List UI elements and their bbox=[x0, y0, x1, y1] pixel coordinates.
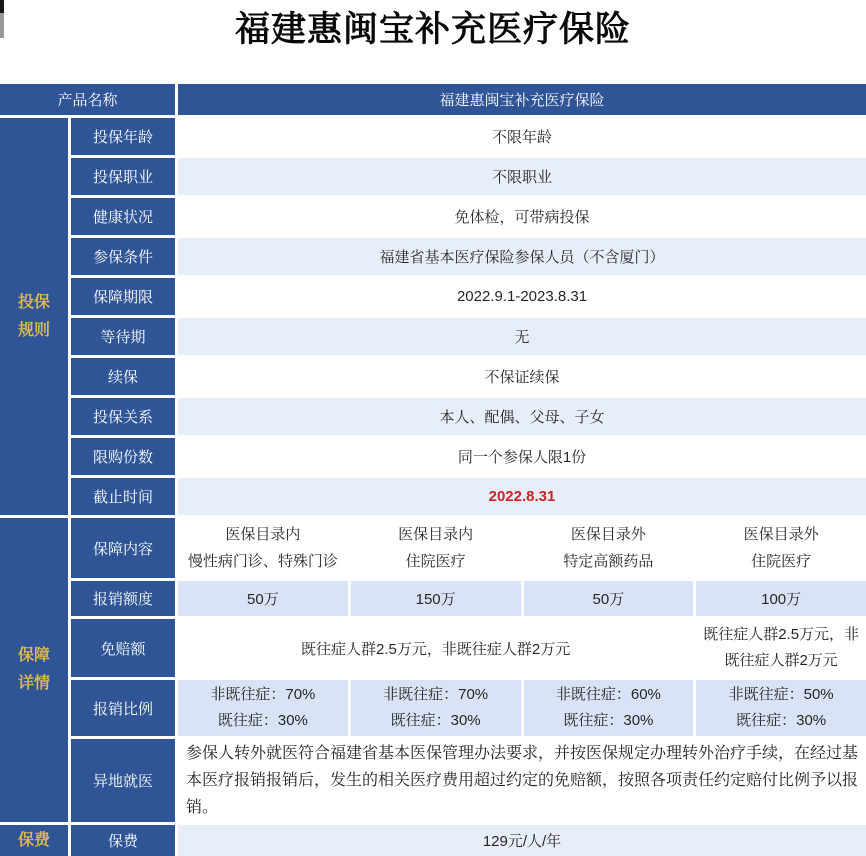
rule-label-relations: 投保关系 bbox=[71, 398, 175, 435]
ratio-col-3: 非既往症：60% 既往症：30% bbox=[524, 680, 694, 736]
rule-value-health: 免体检，可带病投保 bbox=[178, 198, 866, 235]
rule-value-limit: 同一个参保人限1份 bbox=[178, 438, 866, 475]
group-label-insure-rules: 投保规则 bbox=[0, 118, 68, 515]
remote-medical-text: 参保人转外就医符合福建省基本医保管理办法要求，并按医保规定办理转外治疗手续，在经过基本医疗报销报销后，发生的相关医疗费用超过约定的免赔额，按照各项责任约定赔付比例予以报销。 bbox=[178, 739, 866, 822]
rule-label-period: 保障期限 bbox=[71, 278, 175, 315]
rule-value-waiting: 无 bbox=[178, 318, 866, 355]
premium-label: 保费 bbox=[71, 825, 175, 856]
premium-value: 129元/人/年 bbox=[178, 825, 866, 856]
ratio-col-2: 非既往症：70% 既往症：30% bbox=[351, 680, 521, 736]
coverage-col-2: 医保目录内 住院医疗 bbox=[351, 518, 521, 578]
quota-col-1: 50万 bbox=[178, 581, 348, 616]
remote-medical-label: 异地就医 bbox=[71, 739, 175, 822]
rule-label-age: 投保年龄 bbox=[71, 118, 175, 155]
product-name-value: 福建惠闽宝补充医疗保险 bbox=[178, 84, 866, 115]
quota-label: 报销额度 bbox=[71, 581, 175, 616]
page-title: 福建惠闽宝补充医疗保险 bbox=[234, 10, 631, 49]
coverage-col-4: 医保目录外 住院医疗 bbox=[696, 518, 866, 578]
rule-value-occupation: 不限职业 bbox=[178, 158, 866, 195]
ratio-col-4: 非既往症：50% 既往症：30% bbox=[696, 680, 866, 736]
deductible-merged-value: 既往症人群2.5万元，非既往症人群2万元 bbox=[178, 619, 693, 677]
rule-value-eligibility: 福建省基本医疗保险参保人员（不含厦门） bbox=[178, 238, 866, 275]
quota-col-4: 100万 bbox=[696, 581, 866, 616]
quota-col-3: 50万 bbox=[524, 581, 694, 616]
rule-value-renewal: 不保证续保 bbox=[178, 358, 866, 395]
rule-label-health: 健康状况 bbox=[71, 198, 175, 235]
quota-col-2: 150万 bbox=[351, 581, 521, 616]
coverage-content-label: 保障内容 bbox=[71, 518, 175, 578]
product-name-label: 产品名称 bbox=[0, 84, 175, 115]
rule-label-renewal: 续保 bbox=[71, 358, 175, 395]
rule-label-eligibility: 参保条件 bbox=[71, 238, 175, 275]
insurance-info-table bbox=[0, 84, 866, 856]
rule-value-period: 2022.9.1-2023.8.31 bbox=[178, 278, 866, 315]
ratio-col-1: 非既往症：70% 既往症：30% bbox=[178, 680, 348, 736]
ratio-label: 报销比例 bbox=[71, 680, 175, 736]
page-header bbox=[0, 0, 866, 84]
group-label-coverage-details: 保障详情 bbox=[0, 518, 68, 822]
rule-label-deadline: 截止时间 bbox=[71, 478, 175, 515]
rule-value-deadline: 2022.8.31 bbox=[178, 478, 866, 515]
rule-value-age: 不限年龄 bbox=[178, 118, 866, 155]
rule-label-waiting: 等待期 bbox=[71, 318, 175, 355]
rule-value-relations: 本人、配偶、父母、子女 bbox=[178, 398, 866, 435]
rule-label-limit: 限购份数 bbox=[71, 438, 175, 475]
group-label-premium: 保费 bbox=[0, 825, 68, 856]
rule-label-occupation: 投保职业 bbox=[71, 158, 175, 195]
coverage-col-3: 医保目录外 特定高额药品 bbox=[524, 518, 694, 578]
deductible-label: 免赔额 bbox=[71, 619, 175, 677]
deductible-col-4-value: 既往症人群2.5万元，非既往症人群2万元 bbox=[696, 619, 866, 677]
coverage-col-1: 医保目录内 慢性病门诊、特殊门诊 bbox=[178, 518, 348, 578]
